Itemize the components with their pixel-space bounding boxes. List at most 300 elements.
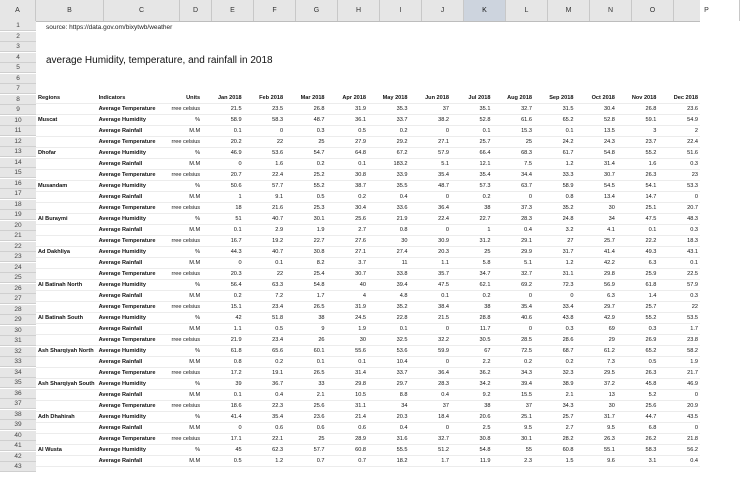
row-header[interactable]: 25 xyxy=(0,273,36,283)
value-cell[interactable]: 23.6 xyxy=(658,104,700,115)
column-header-j[interactable]: J xyxy=(422,0,464,21)
value-cell[interactable]: 37 xyxy=(410,401,451,412)
table-header-cell[interactable]: Sep 2018 xyxy=(534,93,576,104)
value-cell[interactable]: 22 xyxy=(244,269,285,280)
page-title[interactable]: average Humidity, temperature, and rainfall in 2018 xyxy=(46,55,273,66)
value-cell[interactable]: 9.1 xyxy=(244,192,285,203)
value-cell[interactable]: 32.2 xyxy=(410,335,451,346)
value-cell[interactable]: 22 xyxy=(658,302,700,313)
value-cell[interactable]: 30.7 xyxy=(575,170,616,181)
value-cell[interactable]: 17.2 xyxy=(202,368,243,379)
value-cell[interactable]: 24.5 xyxy=(327,313,368,324)
unit-cell[interactable]: M.M xyxy=(168,423,202,434)
value-cell[interactable]: 1.4 xyxy=(617,291,659,302)
value-cell[interactable]: 14.7 xyxy=(617,192,659,203)
value-cell[interactable]: 29.5 xyxy=(575,368,616,379)
value-cell[interactable]: 1.7 xyxy=(658,324,700,335)
value-cell[interactable]: 1 xyxy=(202,192,243,203)
value-cell[interactable]: 0.8 xyxy=(368,225,410,236)
region-cell[interactable] xyxy=(36,335,97,346)
indicator-cell[interactable]: Average Rainfall xyxy=(97,324,169,335)
value-cell[interactable]: 36.7 xyxy=(244,379,285,390)
value-cell[interactable]: 1.2 xyxy=(534,258,576,269)
value-cell[interactable]: 0.1 xyxy=(327,159,368,170)
value-cell[interactable]: 13.5 xyxy=(575,126,616,137)
indicator-cell[interactable]: Average Humidity xyxy=(97,313,169,324)
value-cell[interactable]: 10.5 xyxy=(327,390,368,401)
value-cell[interactable]: 31.6 xyxy=(368,434,410,445)
table-header-cell[interactable]: Jan 2018 xyxy=(202,93,243,104)
value-cell[interactable]: 0.1 xyxy=(658,258,700,269)
indicator-cell[interactable]: Average Humidity xyxy=(97,181,169,192)
value-cell[interactable]: 1.2 xyxy=(534,159,576,170)
row-header[interactable]: 14 xyxy=(0,158,36,168)
value-cell[interactable]: 25.6 xyxy=(327,214,368,225)
value-cell[interactable]: 51.2 xyxy=(410,445,451,456)
value-cell[interactable]: 11 xyxy=(368,258,410,269)
value-cell[interactable]: 34.2 xyxy=(451,379,492,390)
row-header[interactable]: 40 xyxy=(0,431,36,441)
value-cell[interactable]: 4.8 xyxy=(368,291,410,302)
table-header-cell[interactable]: Jun 2018 xyxy=(410,93,451,104)
value-cell[interactable]: 61.8 xyxy=(202,346,243,357)
value-cell[interactable]: 1.9 xyxy=(327,324,368,335)
value-cell[interactable]: 29.7 xyxy=(368,379,410,390)
value-cell[interactable]: 15.5 xyxy=(492,390,534,401)
value-cell[interactable]: 57.3 xyxy=(451,181,492,192)
value-cell[interactable]: 21.8 xyxy=(658,434,700,445)
value-cell[interactable]: 1.1 xyxy=(410,258,451,269)
indicator-cell[interactable]: Average Temperature xyxy=(97,401,169,412)
value-cell[interactable]: 0.2 xyxy=(368,126,410,137)
value-cell[interactable]: 0.8 xyxy=(202,357,243,368)
value-cell[interactable]: 32.7 xyxy=(492,269,534,280)
value-cell[interactable]: 40.7 xyxy=(244,247,285,258)
value-cell[interactable]: 56.9 xyxy=(575,280,616,291)
unit-cell[interactable]: M.M xyxy=(168,126,202,137)
indicator-cell[interactable]: Average Temperature xyxy=(97,269,169,280)
row-header[interactable]: 1 xyxy=(0,21,36,31)
value-cell[interactable]: 34 xyxy=(368,401,410,412)
value-cell[interactable]: 48.7 xyxy=(285,115,326,126)
region-cell[interactable]: Musandam xyxy=(36,181,97,192)
value-cell[interactable]: 57.9 xyxy=(658,280,700,291)
value-cell[interactable]: 25.7 xyxy=(451,137,492,148)
value-cell[interactable]: 33.7 xyxy=(368,368,410,379)
indicator-cell[interactable]: Average Humidity xyxy=(97,346,169,357)
table-header-cell[interactable]: Dec 2018 xyxy=(658,93,700,104)
value-cell[interactable]: 0.5 xyxy=(244,324,285,335)
value-cell[interactable]: 58.9 xyxy=(202,115,243,126)
indicator-cell[interactable]: Average Rainfall xyxy=(97,291,169,302)
value-cell[interactable]: 11.7 xyxy=(451,324,492,335)
value-cell[interactable]: 9.5 xyxy=(575,423,616,434)
row-header[interactable]: 13 xyxy=(0,147,36,157)
column-header-k[interactable]: K xyxy=(464,0,506,21)
value-cell[interactable]: 6.8 xyxy=(617,423,659,434)
value-cell[interactable]: 0.4 xyxy=(492,225,534,236)
indicator-cell[interactable]: Average Temperature xyxy=(97,104,169,115)
value-cell[interactable]: 29.7 xyxy=(575,302,616,313)
value-cell[interactable]: 37 xyxy=(492,401,534,412)
value-cell[interactable]: 2.9 xyxy=(244,225,285,236)
value-cell[interactable]: 2.5 xyxy=(451,423,492,434)
value-cell[interactable]: 5.1 xyxy=(410,159,451,170)
value-cell[interactable]: 34.4 xyxy=(492,170,534,181)
indicator-cell[interactable]: Average Humidity xyxy=(97,445,169,456)
row-header[interactable]: 31 xyxy=(0,336,36,346)
value-cell[interactable]: 46.9 xyxy=(202,148,243,159)
value-cell[interactable]: 24.2 xyxy=(534,137,576,148)
value-cell[interactable]: 22.3 xyxy=(244,401,285,412)
value-cell[interactable]: 25.4 xyxy=(285,269,326,280)
value-cell[interactable]: 50.6 xyxy=(202,181,243,192)
value-cell[interactable]: 22.1 xyxy=(244,434,285,445)
row-header[interactable]: 7 xyxy=(0,84,36,94)
value-cell[interactable]: 23.6 xyxy=(285,412,326,423)
value-cell[interactable]: 0.2 xyxy=(285,159,326,170)
value-cell[interactable]: 30.8 xyxy=(451,434,492,445)
value-cell[interactable]: 0 xyxy=(658,192,700,203)
value-cell[interactable]: 25.3 xyxy=(285,203,326,214)
row-header[interactable]: 19 xyxy=(0,210,36,220)
row-header[interactable]: 10 xyxy=(0,116,36,126)
value-cell[interactable]: 0 xyxy=(534,291,576,302)
unit-cell[interactable]: rree celsius xyxy=(168,335,202,346)
row-header[interactable]: 8 xyxy=(0,95,36,105)
value-cell[interactable]: 38.4 xyxy=(410,302,451,313)
indicator-cell[interactable]: Average Temperature xyxy=(97,203,169,214)
value-cell[interactable]: 0 xyxy=(492,291,534,302)
value-cell[interactable]: 8.8 xyxy=(368,390,410,401)
value-cell[interactable]: 5.1 xyxy=(492,258,534,269)
value-cell[interactable]: 66.4 xyxy=(451,148,492,159)
value-cell[interactable]: 0.1 xyxy=(368,324,410,335)
row-header[interactable]: 2 xyxy=(0,32,36,42)
value-cell[interactable]: 0.6 xyxy=(244,423,285,434)
region-cell[interactable] xyxy=(36,423,97,434)
value-cell[interactable]: 25 xyxy=(285,137,326,148)
value-cell[interactable]: 19.2 xyxy=(244,236,285,247)
value-cell[interactable]: 28.5 xyxy=(492,335,534,346)
value-cell[interactable]: 57.7 xyxy=(244,181,285,192)
unit-cell[interactable]: % xyxy=(168,412,202,423)
value-cell[interactable]: 0 xyxy=(410,225,451,236)
value-cell[interactable]: 0.3 xyxy=(658,291,700,302)
value-cell[interactable]: 36.1 xyxy=(327,115,368,126)
value-cell[interactable]: 35.4 xyxy=(244,412,285,423)
value-cell[interactable]: 0.6 xyxy=(285,423,326,434)
value-cell[interactable]: 35.3 xyxy=(368,104,410,115)
value-cell[interactable]: 0 xyxy=(658,390,700,401)
value-cell[interactable]: 51 xyxy=(202,214,243,225)
value-cell[interactable]: 25.2 xyxy=(285,170,326,181)
value-cell[interactable]: 9.5 xyxy=(492,423,534,434)
indicator-cell[interactable]: Average Rainfall xyxy=(97,390,169,401)
value-cell[interactable]: 33.9 xyxy=(368,170,410,181)
value-cell[interactable]: 68.7 xyxy=(534,346,576,357)
unit-cell[interactable]: % xyxy=(168,379,202,390)
value-cell[interactable]: 25.6 xyxy=(285,401,326,412)
value-cell[interactable]: 25.7 xyxy=(575,236,616,247)
column-header-g[interactable]: G xyxy=(296,0,338,21)
value-cell[interactable]: 57.9 xyxy=(410,148,451,159)
value-cell[interactable]: 0.2 xyxy=(534,357,576,368)
row-header[interactable]: 24 xyxy=(0,263,36,273)
value-cell[interactable]: 47.5 xyxy=(410,280,451,291)
column-header-i[interactable]: I xyxy=(380,0,422,21)
row-header[interactable]: 9 xyxy=(0,105,36,115)
value-cell[interactable]: 0.1 xyxy=(451,126,492,137)
row-header[interactable]: 15 xyxy=(0,168,36,178)
row-header[interactable]: 4 xyxy=(0,53,36,63)
unit-cell[interactable]: % xyxy=(168,313,202,324)
value-cell[interactable]: 31.2 xyxy=(451,236,492,247)
value-cell[interactable]: 61.8 xyxy=(617,280,659,291)
value-cell[interactable]: 0.5 xyxy=(285,192,326,203)
value-cell[interactable]: 35.4 xyxy=(410,170,451,181)
value-cell[interactable]: 44.3 xyxy=(202,247,243,258)
table-header-cell[interactable]: Aug 2018 xyxy=(492,93,534,104)
unit-cell[interactable]: rree celsius xyxy=(168,137,202,148)
value-cell[interactable]: 22.7 xyxy=(285,236,326,247)
column-header-n[interactable]: N xyxy=(590,0,632,21)
value-cell[interactable]: 0.1 xyxy=(202,126,243,137)
value-cell[interactable]: 33.3 xyxy=(534,170,576,181)
value-cell[interactable]: 58.2 xyxy=(658,346,700,357)
value-cell[interactable]: 54.1 xyxy=(617,181,659,192)
region-cell[interactable]: Ash Sharqiyah South xyxy=(36,379,97,390)
value-cell[interactable]: 31.5 xyxy=(534,104,576,115)
value-cell[interactable]: 0.2 xyxy=(492,357,534,368)
unit-cell[interactable]: M.M xyxy=(168,390,202,401)
value-cell[interactable]: 33.7 xyxy=(368,115,410,126)
indicator-cell[interactable]: Average Humidity xyxy=(97,214,169,225)
value-cell[interactable]: 53.5 xyxy=(658,313,700,324)
value-cell[interactable]: 0.4 xyxy=(244,390,285,401)
value-cell[interactable]: 3.2 xyxy=(534,225,576,236)
unit-cell[interactable]: % xyxy=(168,148,202,159)
row-header[interactable]: 41 xyxy=(0,441,36,451)
row-header[interactable]: 42 xyxy=(0,452,36,462)
unit-cell[interactable]: rree celsius xyxy=(168,302,202,313)
value-cell[interactable]: 25.9 xyxy=(617,269,659,280)
value-cell[interactable]: 33.8 xyxy=(368,269,410,280)
indicator-cell[interactable]: Average Temperature xyxy=(97,170,169,181)
value-cell[interactable]: 2.7 xyxy=(327,225,368,236)
indicator-cell[interactable]: Average Humidity xyxy=(97,412,169,423)
indicator-cell[interactable]: Average Temperature xyxy=(97,137,169,148)
value-cell[interactable]: 38 xyxy=(451,401,492,412)
value-cell[interactable]: 40.6 xyxy=(492,313,534,324)
value-cell[interactable]: 32.3 xyxy=(534,368,576,379)
row-header[interactable]: 30 xyxy=(0,326,36,336)
value-cell[interactable]: 0.1 xyxy=(410,291,451,302)
unit-cell[interactable]: M.M xyxy=(168,291,202,302)
value-cell[interactable]: 39.4 xyxy=(492,379,534,390)
value-cell[interactable]: 52.8 xyxy=(575,115,616,126)
value-cell[interactable]: 54.8 xyxy=(575,148,616,159)
value-cell[interactable]: 0.4 xyxy=(368,192,410,203)
value-cell[interactable]: 42.9 xyxy=(575,313,616,324)
column-header-p[interactable]: P xyxy=(674,0,740,21)
value-cell[interactable]: 0.7 xyxy=(327,456,368,467)
indicator-cell[interactable]: Average Rainfall xyxy=(97,225,169,236)
region-cell[interactable] xyxy=(36,192,97,203)
value-cell[interactable]: 29.2 xyxy=(368,137,410,148)
value-cell[interactable]: 62.3 xyxy=(244,445,285,456)
value-cell[interactable]: 22 xyxy=(244,137,285,148)
value-cell[interactable]: 0 xyxy=(202,423,243,434)
column-header-c[interactable]: C xyxy=(104,0,180,21)
value-cell[interactable]: 0.4 xyxy=(658,456,700,467)
value-cell[interactable]: 31.9 xyxy=(327,302,368,313)
region-cell[interactable] xyxy=(36,324,97,335)
region-cell[interactable] xyxy=(36,434,97,445)
value-cell[interactable]: 47.5 xyxy=(617,214,659,225)
value-cell[interactable]: 38.9 xyxy=(534,379,576,390)
row-header[interactable]: 36 xyxy=(0,389,36,399)
value-cell[interactable]: 64.8 xyxy=(327,148,368,159)
value-cell[interactable]: 1.6 xyxy=(244,159,285,170)
region-cell[interactable] xyxy=(36,126,97,137)
value-cell[interactable]: 31.7 xyxy=(575,412,616,423)
value-cell[interactable]: 43.1 xyxy=(658,247,700,258)
unit-cell[interactable]: rree celsius xyxy=(168,401,202,412)
row-header[interactable]: 23 xyxy=(0,252,36,262)
value-cell[interactable]: 0.1 xyxy=(285,357,326,368)
value-cell[interactable]: 8.2 xyxy=(285,258,326,269)
indicator-cell[interactable]: Average Humidity xyxy=(97,247,169,258)
value-cell[interactable]: 26.3 xyxy=(575,434,616,445)
value-cell[interactable]: 45.8 xyxy=(617,379,659,390)
value-cell[interactable]: 69.2 xyxy=(492,280,534,291)
value-cell[interactable]: 43.5 xyxy=(658,412,700,423)
table-header-cell[interactable]: Feb 2018 xyxy=(244,93,285,104)
value-cell[interactable]: 54.8 xyxy=(451,445,492,456)
unit-cell[interactable]: % xyxy=(168,115,202,126)
value-cell[interactable]: 0.3 xyxy=(617,324,659,335)
value-cell[interactable]: 1.7 xyxy=(410,456,451,467)
region-cell[interactable] xyxy=(36,291,97,302)
value-cell[interactable]: 20.3 xyxy=(368,412,410,423)
value-cell[interactable]: 34.3 xyxy=(492,368,534,379)
column-header-e[interactable]: E xyxy=(212,0,254,21)
indicator-cell[interactable]: Average Temperature xyxy=(97,302,169,313)
region-cell[interactable] xyxy=(36,258,97,269)
value-cell[interactable]: 35.4 xyxy=(492,302,534,313)
row-header[interactable]: 38 xyxy=(0,410,36,420)
region-cell[interactable] xyxy=(36,159,97,170)
value-cell[interactable]: 0.2 xyxy=(244,357,285,368)
value-cell[interactable]: 55 xyxy=(492,445,534,456)
value-cell[interactable]: 38 xyxy=(451,203,492,214)
row-header[interactable]: 34 xyxy=(0,368,36,378)
region-cell[interactable]: Adh Dhahirah xyxy=(36,412,97,423)
value-cell[interactable]: 22.2 xyxy=(617,236,659,247)
value-cell[interactable]: 49.3 xyxy=(617,247,659,258)
table-header-cell[interactable]: Oct 2018 xyxy=(575,93,616,104)
value-cell[interactable]: 23.8 xyxy=(658,335,700,346)
value-cell[interactable]: 63.7 xyxy=(492,181,534,192)
value-cell[interactable]: 29.1 xyxy=(492,236,534,247)
unit-cell[interactable]: % xyxy=(168,214,202,225)
unit-cell[interactable]: rree celsius xyxy=(168,434,202,445)
value-cell[interactable]: 27.4 xyxy=(368,247,410,258)
value-cell[interactable]: 18.3 xyxy=(658,236,700,247)
value-cell[interactable]: 53.6 xyxy=(368,346,410,357)
value-cell[interactable]: 56.2 xyxy=(658,445,700,456)
unit-cell[interactable]: rree celsius xyxy=(168,104,202,115)
value-cell[interactable]: 58.3 xyxy=(244,115,285,126)
value-cell[interactable]: 55.5 xyxy=(368,445,410,456)
row-header[interactable]: 28 xyxy=(0,305,36,315)
row-header[interactable]: 5 xyxy=(0,63,36,73)
value-cell[interactable]: 59.9 xyxy=(410,346,451,357)
region-cell[interactable] xyxy=(36,368,97,379)
value-cell[interactable]: 22.7 xyxy=(451,214,492,225)
value-cell[interactable]: 18.4 xyxy=(410,412,451,423)
value-cell[interactable]: 11.9 xyxy=(451,456,492,467)
value-cell[interactable]: 0.7 xyxy=(285,456,326,467)
value-cell[interactable]: 17.1 xyxy=(202,434,243,445)
row-header[interactable]: 37 xyxy=(0,399,36,409)
value-cell[interactable]: 7.5 xyxy=(492,159,534,170)
value-cell[interactable]: 30.5 xyxy=(451,335,492,346)
value-cell[interactable]: 67 xyxy=(451,346,492,357)
value-cell[interactable]: 28.2 xyxy=(534,434,576,445)
value-cell[interactable]: 21.9 xyxy=(368,214,410,225)
value-cell[interactable]: 0 xyxy=(244,126,285,137)
value-cell[interactable]: 9.6 xyxy=(575,456,616,467)
value-cell[interactable]: 183.2 xyxy=(368,159,410,170)
value-cell[interactable]: 27.1 xyxy=(410,137,451,148)
region-cell[interactable] xyxy=(36,269,97,280)
region-cell[interactable] xyxy=(36,236,97,247)
value-cell[interactable]: 24.8 xyxy=(534,214,576,225)
unit-cell[interactable]: rree celsius xyxy=(168,269,202,280)
value-cell[interactable]: 0 xyxy=(410,423,451,434)
column-header-b[interactable]: B xyxy=(36,0,104,21)
unit-cell[interactable]: rree celsius xyxy=(168,236,202,247)
row-header[interactable]: 39 xyxy=(0,420,36,430)
value-cell[interactable]: 29.8 xyxy=(327,379,368,390)
value-cell[interactable]: 31.4 xyxy=(327,368,368,379)
value-cell[interactable]: 67.2 xyxy=(368,148,410,159)
value-cell[interactable]: 69 xyxy=(575,324,616,335)
value-cell[interactable]: 26.8 xyxy=(617,104,659,115)
value-cell[interactable]: 52.8 xyxy=(451,115,492,126)
table-header-cell[interactable]: May 2018 xyxy=(368,93,410,104)
value-cell[interactable]: 3 xyxy=(617,126,659,137)
table-header-cell[interactable]: Indicators xyxy=(97,93,169,104)
value-cell[interactable]: 35.4 xyxy=(451,170,492,181)
value-cell[interactable]: 30.4 xyxy=(327,203,368,214)
region-cell[interactable] xyxy=(36,137,97,148)
value-cell[interactable]: 68.3 xyxy=(492,148,534,159)
unit-cell[interactable]: rree celsius xyxy=(168,203,202,214)
unit-cell[interactable]: M.M xyxy=(168,456,202,467)
value-cell[interactable]: 55.6 xyxy=(327,346,368,357)
value-cell[interactable]: 43.8 xyxy=(534,313,576,324)
value-cell[interactable]: 41.4 xyxy=(202,412,243,423)
value-cell[interactable]: 1.2 xyxy=(244,456,285,467)
value-cell[interactable]: 25 xyxy=(492,137,534,148)
row-header[interactable]: 21 xyxy=(0,231,36,241)
value-cell[interactable]: 24.3 xyxy=(575,137,616,148)
value-cell[interactable]: 13 xyxy=(575,390,616,401)
value-cell[interactable]: 53.3 xyxy=(658,181,700,192)
